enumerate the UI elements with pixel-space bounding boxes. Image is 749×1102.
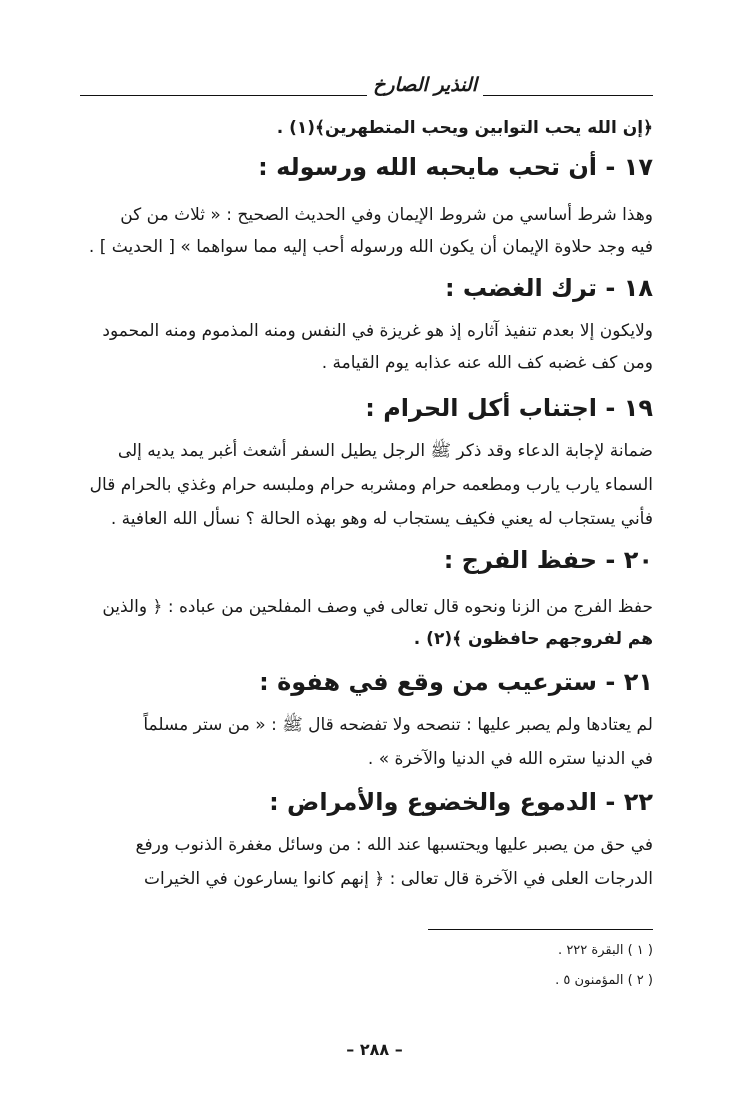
page-number: – ٢٨٨ – xyxy=(346,1040,403,1059)
paragraph-line: فأني يستجاب له يعني فكيف يستجاب له وهو بهذه الحالة ؟ نسأل الله العافية . xyxy=(110,509,653,529)
heading-19: ١٩ - اجتناب أكل الحرام : xyxy=(365,394,653,422)
paragraph-line: ولايكون إلا بعدم تنفيذ آثاره إذ هو غريزة في النفس ومنه المذموم ومنه المحمود xyxy=(102,321,653,341)
paragraph-line: في الدنيا ستره الله في الدنيا والآخرة » . xyxy=(367,749,653,769)
paragraph-line: ومن كف غضبه كف الله عنه عذابه يوم القيامة . xyxy=(321,353,653,373)
heading-20: ٢٠ - حفظ الفرج : xyxy=(443,546,653,574)
footnote-2: ( ٢ ) المؤمنون ٥ . xyxy=(555,973,653,988)
heading-17: ١٧ - أن تحب مايحبه الله ورسوله : xyxy=(258,153,653,181)
heading-21: ٢١ - سترعيب من وقع في هفوة : xyxy=(259,668,653,696)
footnote-rule xyxy=(428,929,653,930)
running-header xyxy=(80,70,653,106)
paragraph-line: الدرجات العلى في الآخرة قال تعالى : ﴿ إنهم كانوا يسارعون في الخيرات xyxy=(143,869,653,889)
header-title: النذير الصارخ xyxy=(367,70,483,100)
paragraph-line: هم لفروجهم حافظون ﴾(٢) . xyxy=(413,629,653,649)
paragraph-line: حفظ الفرج من الزنا ونحوه قال تعالى في وصف المفلحين من عباده : ﴿ والذين xyxy=(102,597,653,617)
heading-22: ٢٢ - الدموع والخضوع والأمراض : xyxy=(269,788,653,816)
paragraph-line: لم يعتادها ولم يصبر عليها : تنصحه ولا تفضحه قال ﷺ : « من ستر مسلماً xyxy=(143,715,653,735)
paragraph-line: وهذا شرط أساسي من شروط الإيمان وفي الحديث الصحيح : « ثلاث من كن xyxy=(120,205,653,225)
paragraph-line: في حق من يصبر عليها ويحتسبها عند الله : من وسائل مغفرة الذنوب ورفع xyxy=(135,835,653,855)
paragraph-line: ضمانة لإجابة الدعاء وقد ذكر ﷺ الرجل يطيل السفر أشعث أغبر يمد يديه إلى xyxy=(117,441,653,461)
heading-18: ١٨ - ترك الغضب : xyxy=(444,274,653,302)
paragraph-line: السماء يارب يارب ومطعمه حرام ومشربه حرام وملبسه حرام وغذي بالحرام قال xyxy=(89,475,653,495)
footnote-1: ( ١ ) البقرة ٢٢٢ . xyxy=(558,943,653,958)
verse-line: ﴿إن الله يحب التوابين ويحب المتطهرين﴾(١) . xyxy=(276,118,653,138)
paragraph-line: فيه وجد حلاوة الإيمان أن يكون الله ورسوله أحب إليه مما سواهما » [ الحديث ] . xyxy=(88,237,653,257)
